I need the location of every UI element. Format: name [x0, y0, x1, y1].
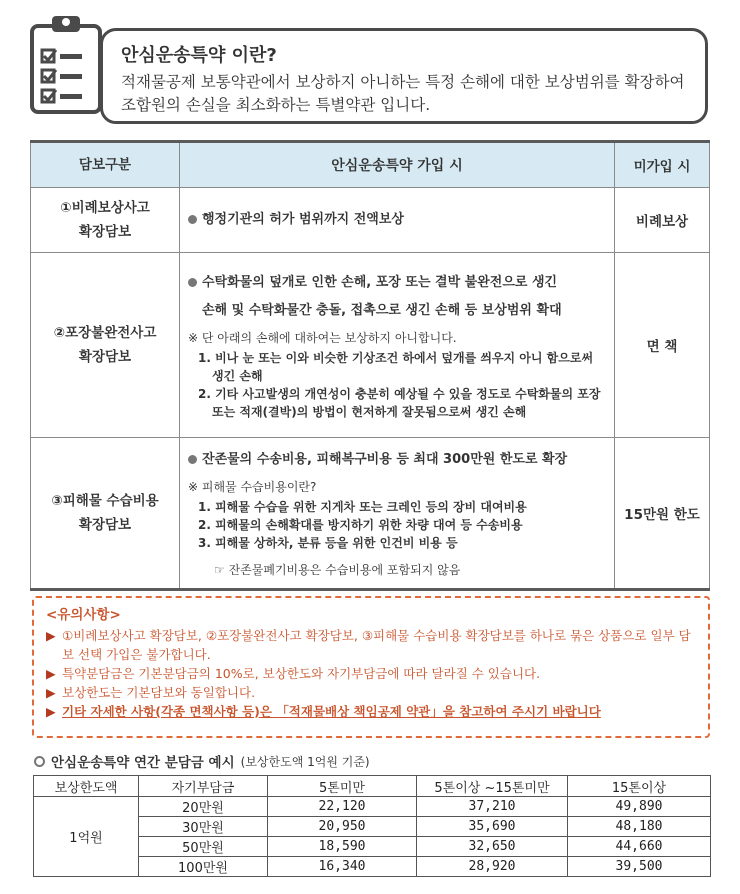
- row3-category: [31, 438, 180, 590]
- row2-note: ※ 단 아래의 손해에 대하여는 보상하지 아니합니다.: [188, 331, 457, 345]
- caution-item-2-text: 특약분담금은 기본분담금의 10%로, 보상한도와 자기부담금에 따라 달라질 수 있습니다.: [62, 666, 541, 681]
- row2-category-line1: ②포장불완전사고: [53, 325, 157, 341]
- row3-category-line1: ③피해물 수습비용: [51, 493, 159, 509]
- table-cell: 28,920: [417, 857, 568, 877]
- intro-box: [100, 28, 708, 124]
- row2-non-member: 면 책: [615, 253, 710, 438]
- premium-title: [34, 751, 370, 771]
- row1-category-line1: ①비례보상사고: [60, 200, 150, 216]
- table-cell: 32,650: [417, 837, 568, 857]
- table-cell: 18,590: [268, 837, 417, 857]
- table-cell: 50만원: [139, 837, 268, 857]
- caution-item-3-text: 보상한도는 기본담보와 동일합니다.: [62, 685, 256, 700]
- premium-header-row: [34, 776, 711, 797]
- caution-item-4: [46, 702, 696, 721]
- row2-list: [188, 349, 606, 421]
- premium-header-5to15: 5톤이상 ~15톤미만: [417, 776, 568, 797]
- header-with-rider: 안심운송특약 가입 시: [180, 142, 615, 188]
- premium-header-under5: 5톤미만: [268, 776, 417, 797]
- row3-note: ※ 피해물 수습비용이란?: [188, 480, 317, 494]
- table-cell: 30만원: [139, 817, 268, 837]
- table-cell: 100만원: [139, 857, 268, 877]
- row3-list: [188, 498, 606, 552]
- coverage-row-3: [31, 438, 710, 590]
- premium-limit-cell: 1억원: [34, 797, 139, 877]
- row2-bullet-line2: 손해 및 수탁화물간 충돌, 접촉으로 생긴 손해 등 보상범위 확대: [202, 303, 562, 318]
- row2-bullet-line1: 수탁화물의 덮개로 인한 손해, 포장 또는 결박 불완전으로 생긴: [202, 275, 558, 290]
- table-cell: 44,660: [568, 837, 711, 857]
- row3-item-2: 2. 피해물의 손해확대를 방지하기 위한 차량 대여 등 수송비용: [198, 518, 523, 532]
- triangle-right-icon: ▶: [46, 685, 56, 700]
- table-cell: 20,950: [268, 817, 417, 837]
- triangle-right-icon: ▶: [46, 666, 56, 681]
- triangle-right-icon: ▶: [46, 628, 56, 643]
- table-cell: 20만원: [139, 797, 268, 817]
- caution-item-4-text: 기타 자세한 사항(각종 면책사항 등)은 「적재물배상 책임공제 약관」을 참고하여 주시기 바랍니다: [62, 704, 601, 719]
- clipboard-checklist-icon: [28, 12, 104, 116]
- intro-description: 적재물공제 보통약관에서 보상하지 아니하는 특정 손해에 대한 보상범위를 확장하여 조합원의 손실을 최소화하는 특별약관 입니다.: [121, 73, 685, 114]
- pointing-hand-icon: ☞: [214, 563, 225, 577]
- coverage-header-row: [31, 142, 710, 188]
- row1-detail: [180, 188, 615, 253]
- coverage-table: [30, 140, 710, 591]
- row1-non-member: 비례보상: [615, 188, 710, 253]
- caution-item-1-text: ①비례보상사고 확장담보, ②포장불완전사고 확장담보, ③피해물 수습비용 확장담보를 하나로 묶은 상품으로 일부 담보 선택 가입은 불가합니다.: [62, 628, 691, 662]
- intro-title: 안심운송특약 이란?: [121, 45, 277, 66]
- row3-detail: [180, 438, 615, 590]
- gray-dot-icon: [188, 215, 197, 224]
- premium-header-over15: 15톤이상: [568, 776, 711, 797]
- premium-header-deductible: 자기부담금: [139, 776, 268, 797]
- row2-detail: [180, 253, 615, 438]
- row2-category-line2: 확장담보: [78, 349, 132, 365]
- table-cell: 22,120: [268, 797, 417, 817]
- row3-item-3: 3. 피해물 상하차, 분류 등을 위한 인건비 비용 등: [198, 536, 458, 550]
- caution-title: <유의사항>: [46, 607, 121, 623]
- caution-item-2: [46, 664, 696, 683]
- row1-category: [31, 188, 180, 253]
- coverage-row-2: [31, 253, 710, 438]
- row2-item-2: 2. 기타 사고발생의 개연성이 충분히 예상될 수 있을 정도로 수탁화물의 포장 또는 적재(결박)의 방법이 현저하게 잘못됨으로써 생긴 손해: [198, 387, 601, 419]
- table-cell: 39,500: [568, 857, 711, 877]
- header-without-rider: 미가입 시: [615, 142, 710, 188]
- table-row: [34, 797, 711, 817]
- caution-item-3: [46, 683, 696, 702]
- coverage-row-1: [31, 188, 710, 253]
- gray-dot-icon: [188, 278, 197, 287]
- gray-dot-icon: [188, 455, 197, 464]
- table-cell: 49,890: [568, 797, 711, 817]
- premium-title-text: 안심운송특약 연간 분담금 예시: [51, 755, 235, 771]
- circle-bullet-icon: [34, 756, 45, 767]
- row3-category-line2: 확장담보: [78, 517, 132, 533]
- row1-bullet: 행정기관의 허가 범위까지 전액보상: [202, 212, 404, 227]
- table-cell: 48,180: [568, 817, 711, 837]
- premium-header-limit: 보상한도액: [34, 776, 139, 797]
- caution-box: [32, 596, 710, 738]
- row1-category-line2: 확장담보: [78, 224, 132, 240]
- table-cell: 16,340: [268, 857, 417, 877]
- table-cell: 37,210: [417, 797, 568, 817]
- row2-item-1: 1. 비나 눈 또는 이와 비슷한 기상조건 하에서 덮개를 씌우지 아니 함으로써 생긴 손해: [198, 351, 594, 383]
- premium-subtitle: (보상한도액 1억원 기준): [240, 754, 370, 769]
- table-cell: 35,690: [417, 817, 568, 837]
- row3-item-1: 1. 피해물 수습을 위한 지게차 또는 크레인 등의 장비 대여비용: [198, 500, 527, 514]
- row3-tip-text: 잔존물폐기비용은 수습비용에 포함되지 않음: [228, 563, 461, 577]
- premium-table: [33, 775, 711, 877]
- triangle-right-icon: ▶: [46, 704, 56, 719]
- caution-item-1: [46, 626, 696, 664]
- row3-non-member: 15만원 한도: [615, 438, 710, 590]
- row3-bullet: 잔존물의 수송비용, 피해복구비용 등 최대 300만원 한도로 확장: [202, 452, 568, 467]
- header-category: 담보구분: [31, 142, 180, 188]
- row2-category: [31, 253, 180, 438]
- row3-tip: [188, 560, 606, 580]
